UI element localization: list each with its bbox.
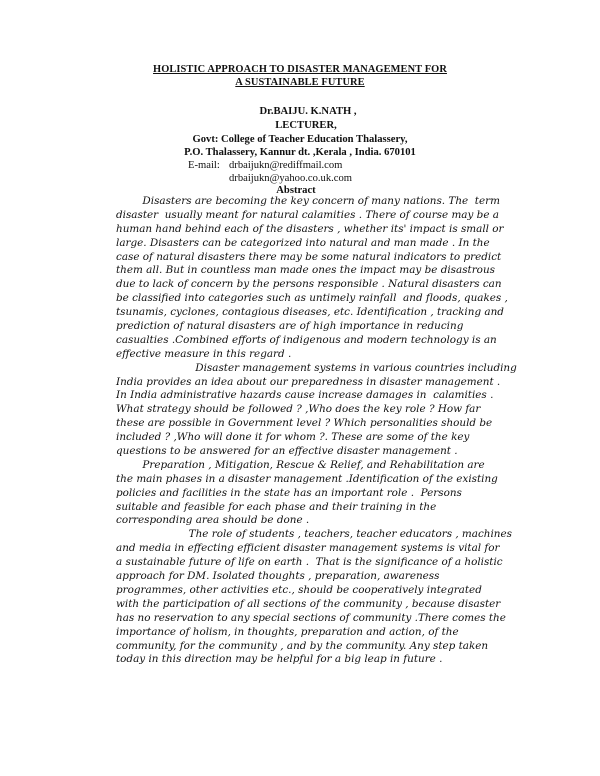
email-address-1[interactable]: drbaijukn@rediffmail.com xyxy=(229,160,343,171)
author-name: Dr.BAIJU. K.NATH , xyxy=(259,106,357,117)
abstract-line: them all. But in countless man made ones the impact may be disastrous xyxy=(116,264,495,277)
paper-title-line-2: A SUSTAINABLE FUTURE xyxy=(235,77,365,88)
author-institution: Govt: College of Teacher Education Thalassery, xyxy=(192,134,408,145)
abstract-line: In India administrative hazards cause increase damages in calamities . xyxy=(116,389,494,402)
abstract-line: Preparation , Mitigation, Rescue & Relief, and Rehabilitation are xyxy=(116,458,485,471)
abstract-line: prediction of natural disasters are of high importance in reducing xyxy=(116,320,464,333)
abstract-line: community, for the community , and by the community. Any step taken xyxy=(116,639,489,652)
abstract-line: case of natural disasters there may be some natural indicators to predict xyxy=(116,250,502,263)
abstract-line: the main phases in a disaster management .Identification of the existing xyxy=(116,472,498,485)
abstract-line: casualties .Combined efforts of indigenous and modern technology is an xyxy=(116,333,497,346)
abstract-line: be classified into categories such as untimely rainfall and floods, quakes , xyxy=(116,292,508,305)
abstract-line: large. Disasters can be categorized into natural and man made . In the xyxy=(116,236,490,249)
abstract-line: a sustainable future of life on earth . That is the significance of a holistic xyxy=(116,556,503,569)
abstract-line: human hand behind each of the disasters , whether its' impact is small or xyxy=(116,222,504,235)
abstract-line: corresponding area should be done . xyxy=(116,514,310,527)
email-label: E-mail: xyxy=(188,160,220,171)
abstract-line: today in this direction may be helpful for a big leap in future . xyxy=(116,653,443,666)
abstract-line: policies and facilities in the state has an important role . Persons xyxy=(116,486,462,499)
abstract-line: India provides an idea about our preparedness in disaster management . xyxy=(116,375,501,388)
abstract-line: What strategy should be followed ? ,Who does the key role ? How far xyxy=(116,403,481,416)
abstract-line: approach for DM. Isolated thoughts , preparation, awareness xyxy=(116,570,440,583)
paper-title-line-1: HOLISTIC APPROACH TO DISASTER MANAGEMENT FOR xyxy=(153,64,447,75)
abstract-line: effective measure in this regard . xyxy=(116,347,292,360)
abstract-line: and media in effecting efficient disaster management systems is vital for xyxy=(116,542,500,555)
abstract-line: tsunamis, cyclones, contagious diseases, etc. Identification , tracking and xyxy=(116,306,504,319)
abstract-line: The role of students , teachers, teacher educators , machines xyxy=(116,528,512,541)
abstract-line: suitable and feasible for each phase and their training in the xyxy=(116,500,437,513)
abstract-line: Disaster management systems in various countries including xyxy=(116,361,517,374)
abstract-line: importance of holism, in thoughts, preparation and action, of the xyxy=(116,625,459,638)
abstract-line: disaster usually meant for natural calamities . There of course may be a xyxy=(116,208,499,221)
abstract-line: programmes, other activities etc., should be cooperatively integrated xyxy=(116,583,482,596)
author-role: LECTURER, xyxy=(275,120,337,131)
abstract-line: Disasters are becoming the key concern of many nations. The term xyxy=(116,195,500,207)
abstract-line: questions to be answered for an effective disaster management . xyxy=(116,445,458,458)
abstract-body xyxy=(116,195,517,667)
author-address: P.O. Thalassery, Kannur dt. ,Kerala , India. 670101 xyxy=(184,147,416,158)
abstract-heading: Abstract xyxy=(276,185,316,196)
abstract-line: with the participation of all sections of the community , because disaster xyxy=(116,597,501,610)
abstract-line: due to lack of concern by the persons responsible . Natural disasters can xyxy=(116,278,502,291)
abstract-line: has no reservation to any special sections of community .There comes the xyxy=(116,611,506,624)
abstract-line: included ? ,Who will done it for whom ?. These are some of the key xyxy=(116,431,470,444)
abstract-line: these are possible in Government level ? Which personalities should be xyxy=(116,417,493,430)
email-address-2[interactable]: drbaijukn@yahoo.co.uk.com xyxy=(229,173,353,184)
